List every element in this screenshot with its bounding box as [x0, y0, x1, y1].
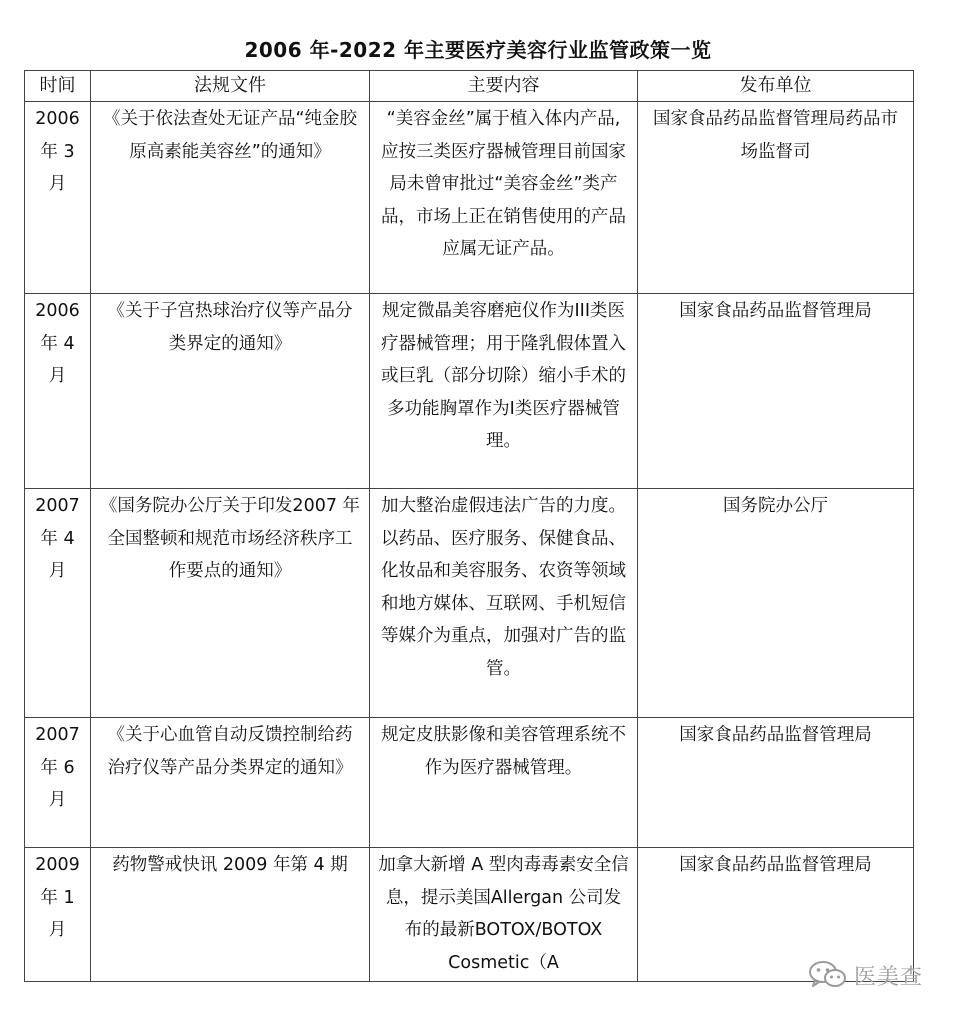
table-row — [25, 489, 914, 718]
cell-time: 2006 年 4 月 — [25, 294, 91, 489]
watermark — [808, 957, 923, 993]
header-time: 时间 — [25, 71, 91, 102]
cell-document: 药物警戒快讯 2009 年第 4 期 — [91, 848, 370, 982]
cell-time: 2007 年 6 月 — [25, 718, 91, 848]
watermark-text: 医美查 — [854, 964, 924, 990]
header-document: 法规文件 — [91, 71, 370, 102]
header-content: 主要内容 — [370, 71, 638, 102]
table-row — [25, 102, 914, 294]
cell-time: 2006 年 3 月 — [25, 102, 91, 294]
table-row — [25, 294, 914, 489]
table-row — [25, 718, 914, 848]
cell-time: 2007 年 4 月 — [25, 489, 91, 718]
cell-document: 《国务院办公厅关于印发2007 年全国整顿和规范市场经济秩序工作要点的通知》 — [91, 489, 370, 718]
cell-time: 2009 年 1 月 — [25, 848, 91, 982]
cell-publisher: 国务院办公厅 — [638, 489, 914, 718]
cell-publisher: 国家食品药品监督管理局药品市场监督司 — [638, 102, 914, 294]
header-publisher: 发布单位 — [638, 71, 914, 102]
cell-publisher: 国家食品药品监督管理局 — [638, 848, 914, 982]
cell-content: 加大整治虚假违法广告的力度。以药品、医疗服务、保健食品、化妆品和美容服务、农资等领域和地方媒体、互联网、手机短信等媒介为重点，加强对广告的监管。 — [370, 489, 638, 718]
cell-document: 《关于依法查处无证产品“纯金胶原高素能美容丝”的通知》 — [91, 102, 370, 294]
cell-document: 《关于子宫热球治疗仪等产品分类界定的通知》 — [91, 294, 370, 489]
cell-content: 规定微晶美容磨疤仪作为III类医疗器械管理；用于隆乳假体置入或巨乳（部分切除）缩小手术的多功能胸罩作为Ⅰ类医疗器械管理。 — [370, 294, 638, 489]
cell-document: 《关于心血管自动反馈控制给药治疗仪等产品分类界定的通知》 — [91, 718, 370, 848]
cell-content: 规定皮肤影像和美容管理系统不作为医疗器械管理。 — [370, 718, 638, 848]
cell-publisher: 国家食品药品监督管理局 — [638, 294, 914, 489]
regulation-table — [24, 70, 914, 982]
cell-content: “美容金丝”属于植入体内产品,应按三类医疗器械管理目前国家局未曾审批过“美容金丝”类产品，市场上正在销售使用的产品应属无证产品。 — [370, 102, 638, 294]
table-row — [25, 848, 914, 982]
cell-content: 加拿大新增 A 型肉毒毒素安全信息，提示美国Allergan 公司发布的最新BOTOX/BOTOX Cosmetic（A — [370, 848, 638, 982]
table-header-row — [25, 71, 914, 102]
wechat-icon — [808, 960, 848, 990]
cell-publisher: 国家食品药品监督管理局 — [638, 718, 914, 848]
page-title: 2006 年-2022 年主要医疗美容行业监管政策一览 — [244, 38, 712, 62]
